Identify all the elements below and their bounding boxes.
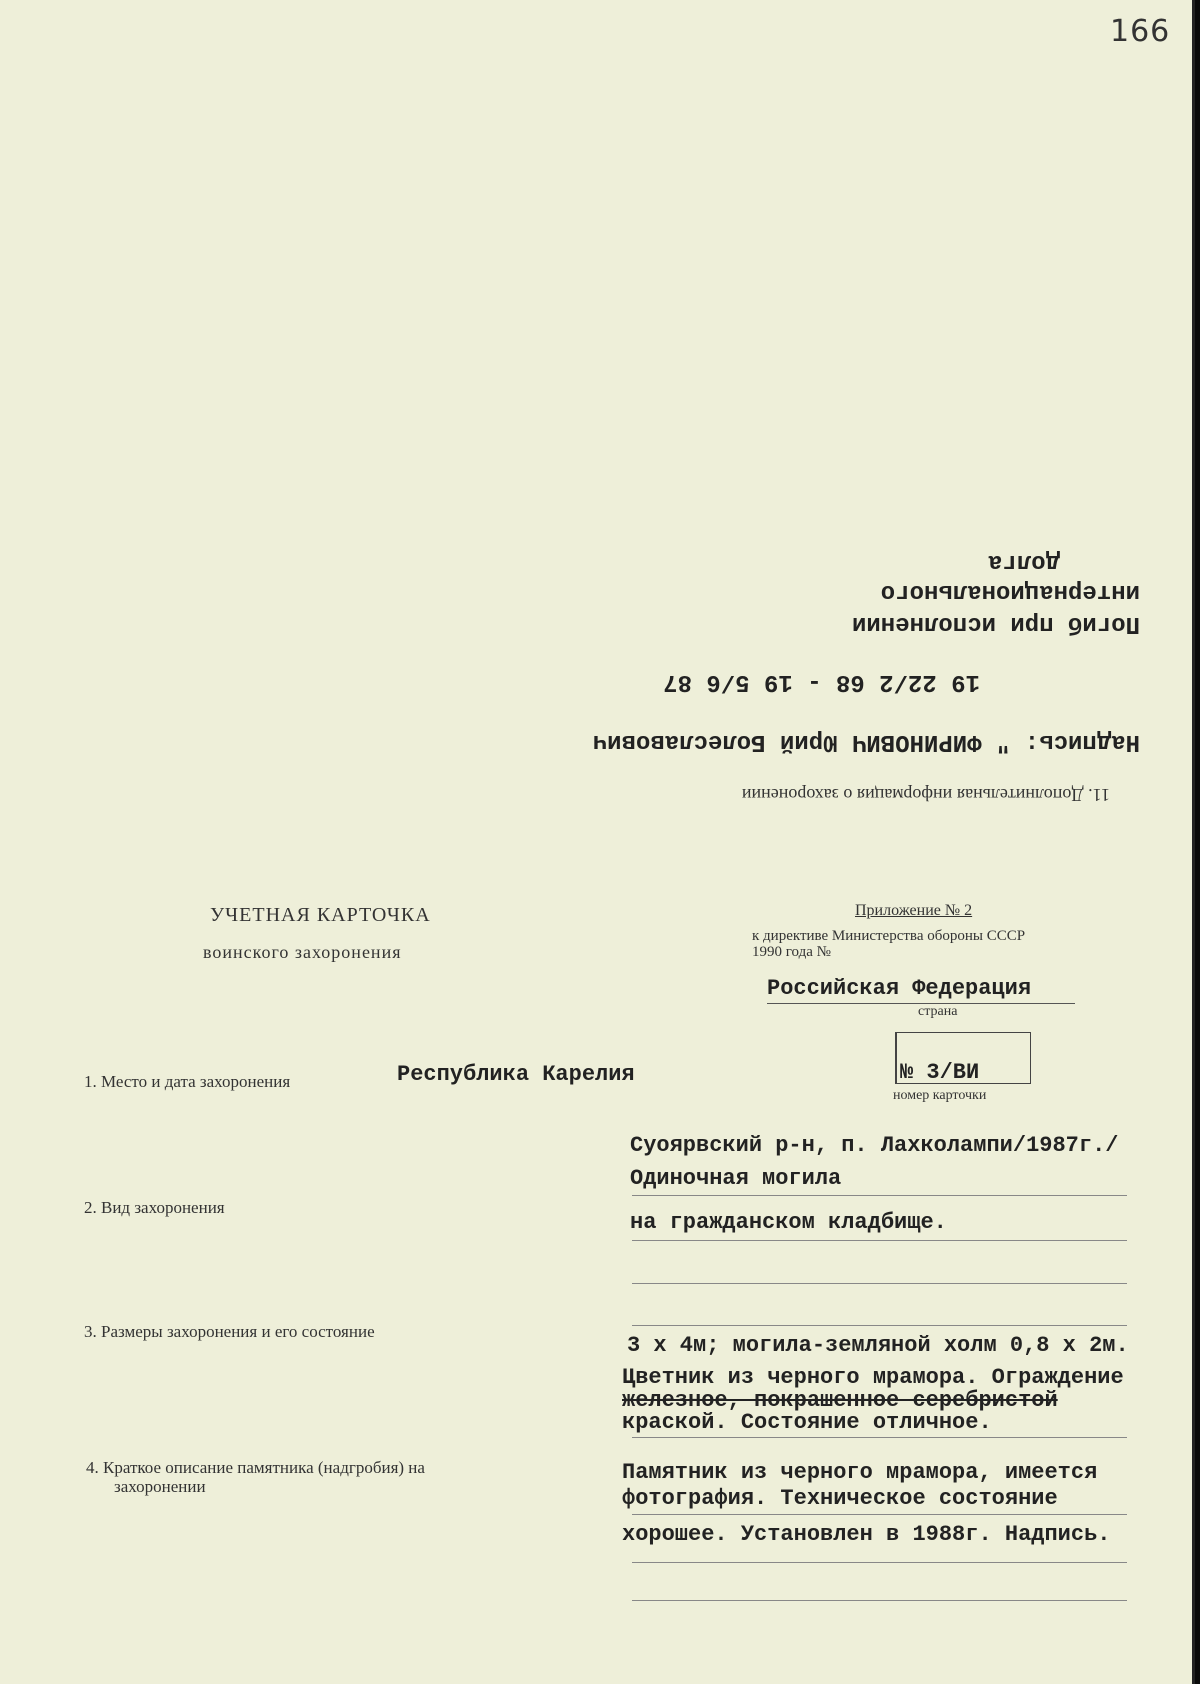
field-3-line-2: Цветник из черного мрамора. Ограждение <box>622 1365 1124 1390</box>
field-3-line-1: 3 х 4м; могила-земляной холм 0,8 х 2м. <box>627 1333 1129 1358</box>
field-4-rule-1 <box>632 1514 1127 1515</box>
country-value: Российская Федерация <box>767 976 1032 1001</box>
country-label: страна <box>918 1004 958 1019</box>
field-4-label-2: захоронении <box>114 1477 206 1496</box>
field-1-place: Суоярвский р-н, п. Лахколампи/1987г./ <box>630 1133 1119 1158</box>
card-number-value: № 3/ВИ <box>900 1060 980 1085</box>
section-11-upside-down <box>540 505 1140 805</box>
field-2-rule-2 <box>632 1240 1127 1241</box>
field-3-line-3: железное, покрашенное серебристой <box>622 1388 1058 1413</box>
inscription-text-2: интернационального <box>880 578 1140 605</box>
field-2-label: 2. Вид захоронения <box>84 1198 225 1217</box>
card-number-label: номер карточки <box>893 1088 987 1103</box>
directive-line-2: 1990 года № <box>752 944 831 960</box>
field-3-line-4: краской. Состояние отличное. <box>622 1410 992 1435</box>
field-4-line-2: фотография. Техническое состояние <box>622 1486 1058 1511</box>
field-3-rule-1 <box>632 1325 1127 1326</box>
inscription-text-1: Погиб при исполнении <box>851 610 1140 637</box>
inscription-dates: 19 22/2 68 - 19 5/6 87 <box>663 668 980 695</box>
field-2-rule-1 <box>632 1195 1127 1196</box>
directive-line-1: к директиве Министерства обороны СССР <box>752 928 1026 944</box>
inscription-text-3: долга <box>987 548 1060 575</box>
field-2-rule-3 <box>632 1283 1127 1284</box>
card-title: УЧЕТНАЯ КАРТОЧКА <box>210 904 431 926</box>
field-4-rule-3 <box>632 1600 1127 1601</box>
section-11-heading: 11. Дополнительная информация о захоронении <box>741 785 1110 805</box>
field-3-label: 3. Размеры захоронения и его состояние <box>84 1322 375 1341</box>
field-4-line-3: хорошее. Установлен в 1988г. Надпись. <box>622 1522 1111 1547</box>
field-1-value: Республика Карелия <box>397 1062 635 1087</box>
field-4-label-1: 4. Краткое описание памятника (надгробия) на <box>86 1458 425 1477</box>
field-3-rule-2 <box>632 1437 1127 1438</box>
field-2-line-1: Одиночная могила <box>630 1166 842 1191</box>
field-2-line-2: на гражданском кладбище. <box>630 1210 947 1235</box>
appendix-label: Приложение № 2 <box>855 902 973 919</box>
page-number: 166 <box>1110 14 1171 49</box>
field-4-rule-2 <box>632 1562 1127 1563</box>
field-4-line-1: Памятник из черного мрамора, имеется <box>622 1460 1098 1485</box>
inscription-line: Надпись: " ФИРИНОВИЧ Юрий Болеславович <box>592 728 1140 755</box>
field-1-label: 1. Место и дата захоронения <box>84 1072 291 1091</box>
card-subtitle: воинского захоронения <box>203 942 402 962</box>
